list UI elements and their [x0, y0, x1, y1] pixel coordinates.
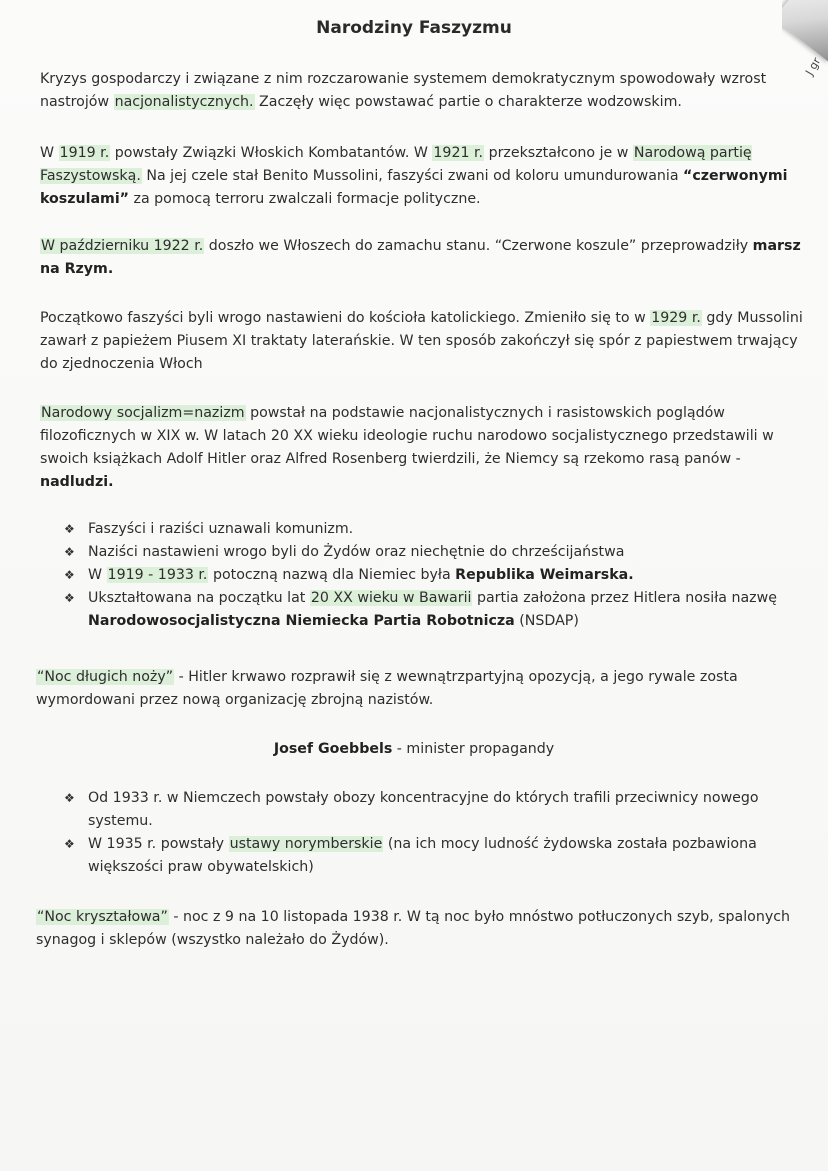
page-title: Narodziny Faszyzmu: [316, 18, 512, 38]
paragraph-coup: W październiku 1922 r. doszło we Włoszech do zamachu stanu. “Czerwone koszule” przeprowadziły marsz na Rzym.: [40, 238, 801, 277]
highlight: Narodową partię Faszystowską.: [40, 145, 752, 184]
bold-term: Josef Goebbels: [273, 741, 393, 757]
highlight: “Noc kryształowa”: [37, 909, 168, 925]
bold-term: nadludzi.: [40, 474, 114, 490]
highlight: ustawy norymberskie: [229, 836, 383, 852]
list-item: ❖ Ukształtowana na początku lat 20 XX wieku w Bawarii partia założona przez Hitlera nosiła nazwę Narodowosocjalistyczna Niemiecka Partia Robotnicza (NSDAP): [62, 587, 824, 633]
paragraph-church: Początkowo faszyści byli wrogo nastawieni do kościoła katolickiego. Zmieniło się to w 1929 r. gdy Mussolini zawarł z papieżem Piusem XI traktaty laterańskie. W ten sposób zakończył się spór z papiestwem trwający do zjednoczenia Włoch: [40, 310, 803, 372]
bullet-list-nazi-germany: [62, 787, 762, 879]
highlight: Narodowy socjalizm=nazizm: [41, 405, 245, 421]
diamond-bullet-icon: ❖: [64, 568, 75, 582]
paragraph-kristallnacht: “Noc kryształowa” - noc z 9 na 10 listopada 1938 r. W tą noc było mnóstwo potłuczonych szyb, spalonych synagog i sklepów (wszystko należało do Żydów).: [36, 909, 791, 948]
highlight: 1921 r.: [433, 145, 484, 161]
diamond-bullet-icon: ❖: [64, 837, 75, 851]
highlight: 1919 r.: [59, 145, 110, 161]
paragraph-nazism: Narodowy socjalizm=nazizm powstał na podstawie nacjonalistycznych i rasistowskich poglądów filozoficznych w XIX w. W latach 20 XX wieku ideologie ruchu narodowo socjalistycznego przedstawili w swoich książkach Adolf Hitler oraz Alfred Rosenberg twierdzili, że Niemcy są rzekomo rasą panów - nadludzi.: [40, 405, 774, 490]
goebbels-line: Josef Goebbels - minister propagandy: [273, 741, 555, 757]
paragraph-crisis: Kryzys gospodarczy i związane z nim rozczarowanie systemem demokratycznym spowodowały wzrost nastrojów nacjonalistycznych. Zaczęły więc powstawać partie o charakterze wodzowskim.: [40, 71, 767, 110]
diamond-bullet-icon: ❖: [64, 545, 75, 559]
bold-term: Narodowosocjalistyczna Niemiecka Partia Robotnicza: [88, 613, 515, 629]
highlight: 1929 r.: [651, 310, 701, 326]
highlight: nacjonalistycznych.: [114, 94, 254, 110]
highlight: 1919 - 1933 r.: [107, 567, 208, 583]
list-item: ❖ W 1935 r. powstały ustawy norymberskie (na ich mocy ludność żydowska została pozbawiona większości praw obywatelskich): [62, 833, 762, 879]
diamond-bullet-icon: ❖: [64, 591, 75, 605]
bullet-list-ideology: [62, 518, 824, 633]
diamond-bullet-icon: ❖: [64, 791, 75, 805]
list-item: ❖ Naziści nastawieni wrogo byli do Żydów oraz niechętnie do chrześcijaństwa: [62, 541, 824, 564]
paragraph-night-of-long-knives: “Noc długich noży” - Hitler krwawo rozprawił się z wewnątrzpartyjną opozycją, a jego rywale zosta wymordowani przez nową organizację zbrojną nazistów.: [36, 669, 738, 708]
diamond-bullet-icon: ❖: [64, 522, 75, 536]
paragraph-fascist-party: W 1919 r. powstały Związki Włoskich Kombatantów. W 1921 r. przekształcono je w Narodową partię Faszystowską. Na jej czele stał Benito Mussolini, faszyści zwani od koloru umundurowania “czerwonymi koszulami” za pomocą terroru zwalczali formacje polityczne.: [40, 145, 788, 207]
highlight: 20 XX wieku w Bawarii: [310, 590, 472, 606]
list-item: ❖ W 1919 - 1933 r. potoczną nazwą dla Niemiec była Republika Weimarska.: [62, 564, 824, 587]
highlight: “Noc długich noży”: [37, 669, 174, 685]
bold-term: “czerwonymi koszulami”: [40, 168, 788, 207]
corner-mark: J gr: [802, 55, 824, 78]
list-item: ❖ Od 1933 r. w Niemczech powstały obozy koncentracyjne do których trafili przeciwnicy nowego systemu.: [62, 787, 762, 833]
bold-term: marsz na Rzym.: [40, 238, 801, 277]
highlight: W październiku 1922 r.: [41, 238, 204, 254]
bold-term: Republika Weimarska.: [455, 567, 634, 583]
list-item: ❖ Faszyści i raziści uznawali komunizm.: [62, 518, 824, 541]
